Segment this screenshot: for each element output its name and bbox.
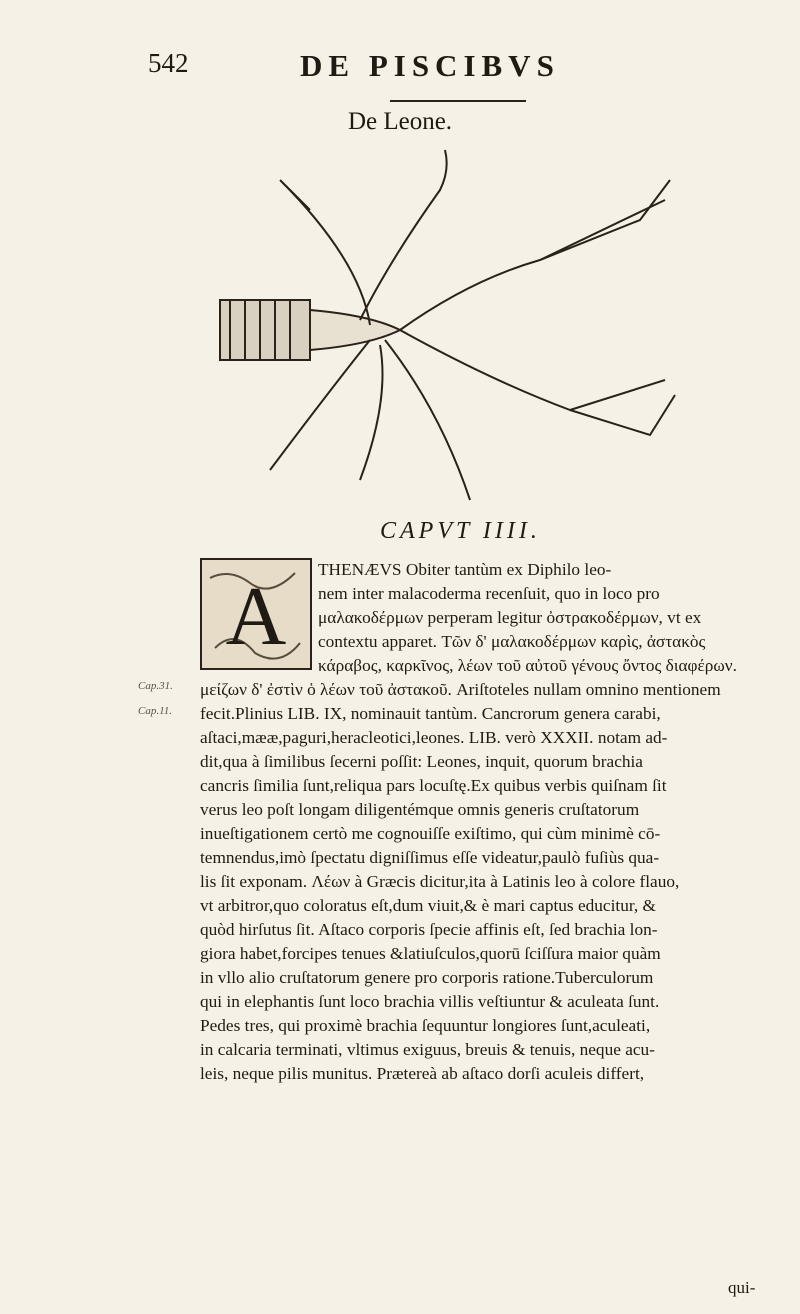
body-line: fecit.Plinius LIB. IX, nominauit tantùm. Cancrorum genera carabi,	[200, 704, 661, 723]
margin-note-cap31: Cap.31.	[138, 680, 173, 692]
body-line: verus leo poſt longam diligentémque omnis generis cruſtatorum	[200, 800, 640, 819]
page-number: 542	[148, 48, 189, 78]
body-line: quòd hirſutus ſit. Aſtaco corporis ſpecie affinis eſt, ſed brachia lon-	[200, 920, 658, 939]
body-line: in vllo alio cruſtatorum genere pro corporis ratione.Tuberculorum	[200, 968, 654, 987]
body-line: temnendus,imò ſpectatu digniſſimus eſſe videatur,paulò fuſiùs qua-	[200, 848, 660, 867]
body-line: vt arbitror,quo coloratus eſt,dum viuit,& è mari captus educitur, &	[200, 896, 656, 915]
section-title: De Leone.	[347, 108, 453, 135]
body-line: giora habet,forcipes tenues &latiuſculos,quorū ſciſſura maior quàm	[200, 944, 661, 963]
body-line: inueſtigationem certò me cognouiſſe exiſtimo, qui cùm minimè cō-	[200, 824, 661, 843]
chapter-heading: CAPVT IIII.	[380, 518, 541, 544]
body-line: κάραβος, καρκῖνος, λέων τοῦ αὐτοῦ γένους ὄντος διαφέρων.	[318, 656, 737, 675]
title-rule	[390, 100, 526, 102]
catchword: qui-	[728, 1278, 756, 1297]
body-line: Pedes tres, qui proximè brachia ſequuntur longiores ſunt,aculeati,	[200, 1016, 651, 1035]
body-line: qui in elephantis ſunt loco brachia villis veſtiuntur & aculeata ſunt.	[200, 992, 660, 1011]
body-line: μαλακοδέρμων perperam legitur ὀστρακοδέρμων, vt ex	[318, 608, 702, 627]
body-line: dit,qua à ſimilibus ſecerni poſſit: Leones, inquit, quorum brachia	[200, 752, 643, 771]
running-title: DE PISCIBVS	[300, 48, 560, 83]
body-line: cancris ſimilia ſunt,reliqua pars locuſtę.Ex quibus verbis quiſnam ſit	[200, 776, 667, 795]
body-line: THENÆVS Obiter tantùm ex Diphilo leo-	[318, 560, 612, 579]
body-line: contextu apparet. Τῶν δ' μαλακοδέρμων καρὶς, ἀστακὸς	[318, 632, 706, 651]
lobster-illustration	[210, 140, 680, 510]
decorated-initial	[200, 558, 312, 670]
body-line: lis ſit exponam. Λέων à Græcis dicitur,ita à Latinis leo à colore flauo,	[200, 872, 680, 891]
body-line: nem inter malacoderma recenſuit, quo in loco pro	[318, 584, 660, 603]
body-line: μείζων δ' ἐστὶν ὁ λέων τοῦ ἀστακοῦ. Ariſtoteles nullam omnino mentionem	[200, 680, 721, 699]
body-line: leis, neque pilis munitus. Prætereà ab aſtaco dorſi aculeis differt,	[200, 1064, 645, 1083]
margin-note-cap11: Cap.11.	[138, 705, 173, 717]
svg-text:A: A	[225, 570, 287, 663]
body-line: aſtaci,mææ,paguri,heracleotici,leones. LIB. verò XXXII. notam ad-	[200, 728, 668, 747]
body-line: in calcaria terminati, vltimus exiguus, breuis & tenuis, neque acu-	[200, 1040, 655, 1059]
